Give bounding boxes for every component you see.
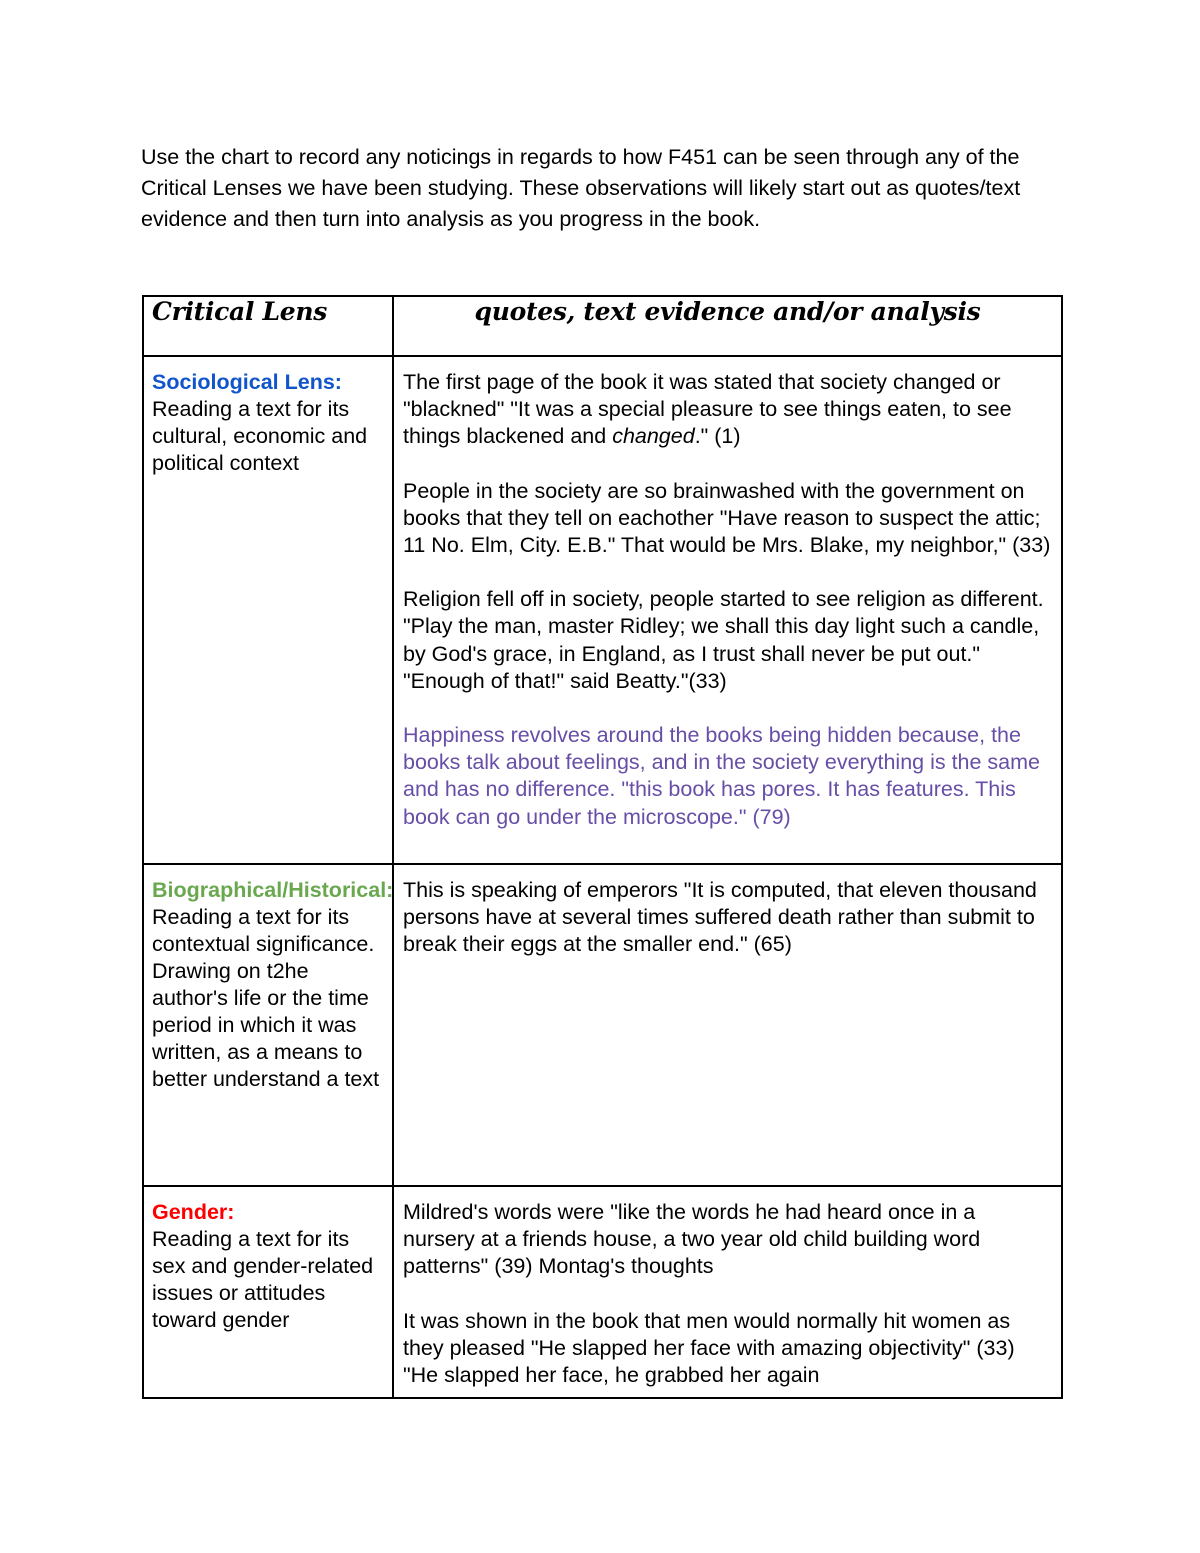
evidence-emphasis: changed (612, 424, 695, 449)
lens-title: Biographical/Historical: (152, 878, 394, 902)
lens-cell (143, 356, 393, 864)
table-header-row (143, 296, 1062, 356)
evidence-text: ." (1) (694, 424, 741, 449)
lens-cell (143, 1186, 393, 1398)
table-row-biographical (143, 864, 1062, 1186)
evidence-cell (393, 356, 1062, 864)
header-evidence: quotes, text evidence and/or analysis (393, 296, 1062, 356)
lens-cell (143, 864, 393, 1186)
lens-description: Reading a text for its sex and gender-related issues or attitudes toward gender (152, 1227, 374, 1332)
evidence-cell (393, 864, 1062, 1186)
evidence-paragraph (403, 369, 1051, 451)
table-row-gender (143, 1186, 1062, 1398)
evidence-paragraph-highlighted: Happiness revolves around the books being hidden because, the books talk about feelings, and in the society everything is the same and has no difference. "this book has pores. It has features. This book can go under the microscope." (79) (403, 723, 1041, 829)
evidence-paragraph: This is speaking of emperors "It is computed, that eleven thousand persons have at several times suffered death rather than submit to break their eggs at the smaller end." (65) (403, 878, 1037, 957)
evidence-cell (393, 1186, 1062, 1398)
lens-description: Reading a text for its cultural, economic and political context (152, 397, 368, 475)
table-row-sociological (143, 356, 1062, 864)
evidence-paragraph: Mildred's words were "like the words he had heard once in a nursery at a friends house, a two year old child building word patterns" (39) Montag's thoughts (403, 1200, 981, 1279)
lens-title: Sociological Lens: (152, 370, 342, 394)
evidence-paragraph: People in the society are so brainwashed with the government on books that they tell on eachother "Have reason to suspect the attic; 11 No. Elm, City. E.B." That would be Mrs. Blake, my neighbor," (33) (403, 478, 1051, 558)
evidence-paragraph: It was shown in the book that men would normally hit women as they pleased "He slapped her face with amazing objectivity" (33) "He slapped her face, he grabbed her again (403, 1308, 1015, 1388)
lens-title: Gender: (152, 1200, 235, 1224)
critical-lens-table (142, 295, 1063, 1399)
evidence-paragraph: Religion fell off in society, people started to see religion as different. "Play the man, master Ridley; we shall this day light such a candle, by God's grace, in England, as I trust shall never be put out." "Enough of that!" said Beatty."(33) (403, 587, 1044, 693)
intro-instructions: Use the chart to record any noticings in regards to how F451 can be seen through any of the Critical Lenses we have been studying. These observations will likely start out as quotes/text evidence and then turn into analysis as you progress in the book. (141, 145, 1021, 231)
lens-description: Reading a text for its contextual significance. Drawing on t2he author's life or the time period in which it was written, as a means to better understand a text (152, 905, 380, 1091)
evidence-text: The first page of the book it was stated that society changed or "blackned" "It was a special pleasure to see things eaten, to see things blackened and (403, 370, 1012, 449)
header-critical-lens: Critical Lens (143, 296, 393, 356)
